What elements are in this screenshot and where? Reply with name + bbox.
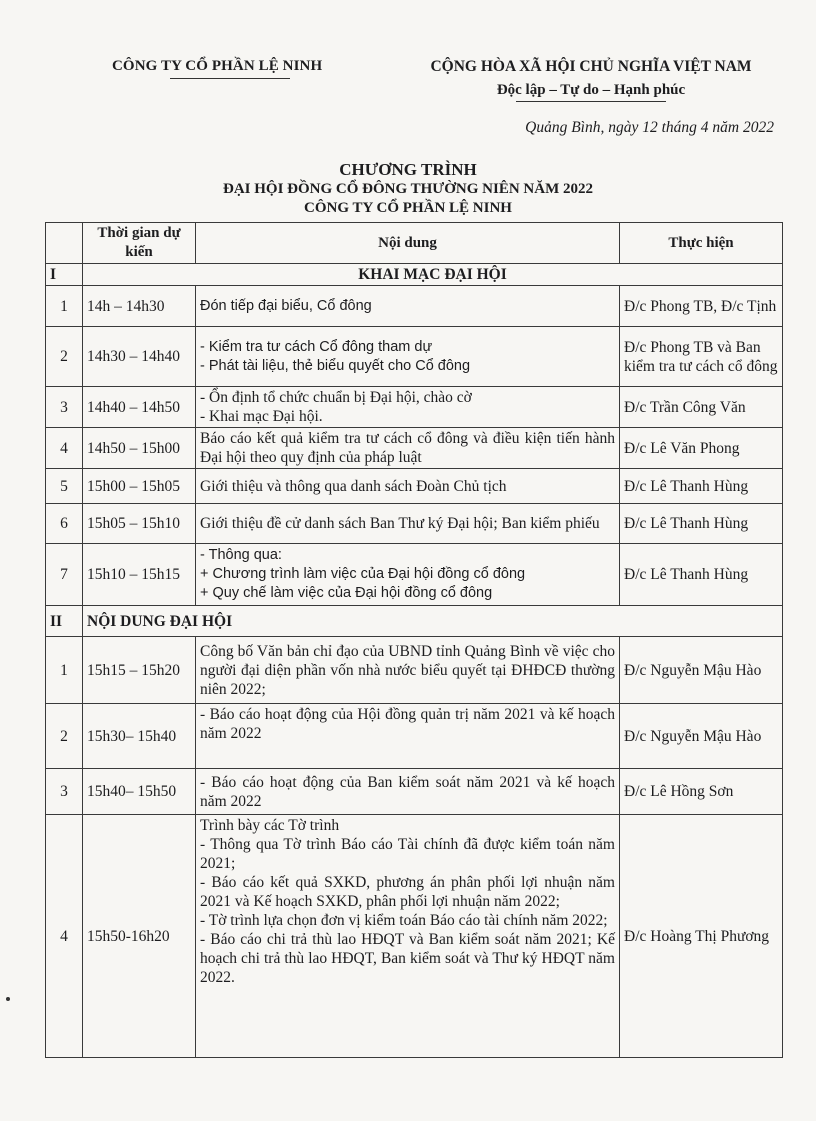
row-time: 14h40 – 14h50: [83, 387, 196, 428]
row-performer: Đ/c Lê Thanh Hùng: [620, 544, 783, 606]
nation-name: CỘNG HÒA XÃ HỘI CHỦ NGHĨA VIỆT NAM: [430, 58, 752, 75]
row-time: 14h30 – 14h40: [83, 327, 196, 387]
company-underline: [170, 78, 290, 79]
header-time: Thời gian dự kiến: [83, 223, 196, 264]
document-date: Quảng Bình, ngày 12 tháng 4 năm 2022: [525, 119, 774, 136]
content-line: Đón tiếp đại biểu, Cổ đông: [200, 297, 372, 314]
document-title: [0, 160, 816, 218]
row-content: [196, 469, 620, 504]
table-row: [46, 544, 783, 606]
row-time: 14h50 – 15h00: [83, 428, 196, 469]
national-motto: Độc lập – Tự do – Hạnh phúc: [496, 82, 686, 98]
row-content: [196, 387, 620, 428]
national-header: [396, 58, 786, 102]
row-content: [196, 327, 620, 387]
content-line: - Phát tài liệu, thẻ biểu quyết cho Cổ đông: [200, 357, 471, 374]
table-row: [46, 428, 783, 469]
row-content: [196, 704, 620, 769]
motto-underline: [516, 101, 666, 102]
table-row: [46, 769, 783, 815]
row-performer: Đ/c Lê Hồng Sơn: [620, 769, 783, 815]
row-performer: Đ/c Nguyễn Mậu Hào: [620, 704, 783, 769]
row-number: 3: [46, 769, 83, 815]
row-content: [196, 286, 620, 327]
content-line: - Báo cáo kết quả SXKD, phương án phân phối lợi nhuận năm 2021 và Kế hoạch SXKD, phân phối lợi nhuận năm 2022;: [200, 874, 615, 910]
table-row: [46, 504, 783, 544]
content-line: - Khai mạc Đại hội.: [200, 408, 323, 425]
content-line: - Báo cáo chi trả thù lao HĐQT và Ban kiểm soát năm 2021; Kế hoạch chi trả thù lao HĐQT, Ban kiểm soát và Thư ký HĐQT năm 2022.: [200, 931, 615, 986]
table-row: [46, 815, 783, 1058]
content-line: + Quy chế làm việc của Đại hội đồng cổ đông: [200, 585, 493, 601]
row-number: 5: [46, 469, 83, 504]
row-time: 15h10 – 15h15: [83, 544, 196, 606]
row-number: 6: [46, 504, 83, 544]
content-line: - Kiểm tra tư cách Cổ đông tham dự: [200, 338, 433, 355]
content-line: Trình bày các Tờ trình: [200, 817, 340, 834]
row-time: 15h15 – 15h20: [83, 637, 196, 704]
row-number: 4: [46, 428, 83, 469]
content-line: - Thông qua Tờ trình Báo cáo Tài chính đã được kiểm toán năm 2021;: [200, 836, 615, 872]
content-line: - Tờ trình lựa chọn đơn vị kiểm toán Báo cáo tài chính năm 2022;: [200, 912, 608, 929]
content-line: Giới thiệu và thông qua danh sách Đoàn Chủ tịch: [200, 477, 507, 495]
row-performer: Đ/c Lê Văn Phong: [620, 428, 783, 469]
section-row: [46, 606, 783, 637]
table-row: [46, 469, 783, 504]
row-content: [196, 815, 620, 1058]
table-row: [46, 387, 783, 428]
header-no: [46, 223, 83, 264]
row-number: 4: [46, 815, 83, 1058]
row-performer: Đ/c Nguyễn Mậu Hào: [620, 637, 783, 704]
row-time: 14h – 14h30: [83, 286, 196, 327]
scan-speck: [6, 997, 10, 1001]
title-line-2: ĐẠI HỘI ĐỒNG CỔ ĐÔNG THƯỜNG NIÊN NĂM 2022: [222, 181, 593, 197]
table-header-row: [46, 223, 783, 264]
row-time: 15h30– 15h40: [83, 704, 196, 769]
row-number: 7: [46, 544, 83, 606]
section-title: NỘI DUNG ĐẠI HỘI: [83, 606, 783, 637]
row-number: 1: [46, 286, 83, 327]
table-row: [46, 327, 783, 387]
row-time: 15h00 – 15h05: [83, 469, 196, 504]
row-content: [196, 504, 620, 544]
content-line: - Báo cáo hoạt động của Hội đồng quản trị năm 2021 và kế hoạch năm 2022: [200, 706, 615, 742]
row-content: [196, 428, 620, 469]
row-number: 3: [46, 387, 83, 428]
table-row: [46, 637, 783, 704]
row-performer: Đ/c Phong TB, Đ/c Tịnh: [620, 286, 783, 327]
row-number: 2: [46, 327, 83, 387]
header-content: Nội dung: [196, 223, 620, 264]
row-content: [196, 769, 620, 815]
content-line: Giới thiệu đề cử danh sách Ban Thư ký Đại hội; Ban kiểm phiếu: [200, 515, 600, 532]
row-performer: Đ/c Trần Công Văn: [620, 387, 783, 428]
content-line: + Chương trình làm việc của Đại hội đồng cổ đông: [200, 566, 526, 582]
content-line: - Ổn định tổ chức chuẩn bị Đại hội, chào cờ: [200, 389, 472, 406]
row-content: [196, 544, 620, 606]
content-line: Công bố Văn bản chỉ đạo của UBND tỉnh Quảng Bình về việc cho người đại diện phần vốn nhà nước biểu quyết tại ĐHĐCĐ thường niên 2022;: [200, 642, 615, 698]
row-time: 15h05 – 15h10: [83, 504, 196, 544]
row-performer: Đ/c Lê Thanh Hùng: [620, 469, 783, 504]
content-line: - Báo cáo hoạt động của Ban kiểm soát năm 2021 và kế hoạch năm 2022: [200, 773, 615, 810]
section-number: II: [46, 606, 83, 637]
row-performer: Đ/c Hoàng Thị Phương: [620, 815, 783, 1058]
table-row: [46, 286, 783, 327]
content-line: - Thông qua:: [200, 547, 282, 563]
row-performer: Đ/c Phong TB và Ban kiểm tra tư cách cổ đông: [620, 327, 783, 387]
table-row: [46, 704, 783, 769]
section-number: I: [46, 264, 83, 286]
program-table: [45, 222, 783, 1058]
header-performer: Thực hiện: [620, 223, 783, 264]
row-content: [196, 637, 620, 704]
title-line-3: CÔNG TY CỔ PHẦN LỆ NINH: [304, 200, 512, 216]
section-title: KHAI MẠC ĐẠI HỘI: [83, 264, 783, 286]
row-time: 15h50-16h20: [83, 815, 196, 1058]
row-number: 2: [46, 704, 83, 769]
row-time: 15h40– 15h50: [83, 769, 196, 815]
title-line-1: CHƯƠNG TRÌNH: [339, 160, 477, 179]
row-performer: Đ/c Lê Thanh Hùng: [620, 504, 783, 544]
company-name: CÔNG TY CỔ PHẦN LỆ NINH: [112, 58, 372, 75]
section-row: [46, 264, 783, 286]
row-number: 1: [46, 637, 83, 704]
content-line: Báo cáo kết quả kiểm tra tư cách cổ đông và điều kiện tiến hành Đại hội theo quy định của pháp luật: [200, 430, 615, 466]
